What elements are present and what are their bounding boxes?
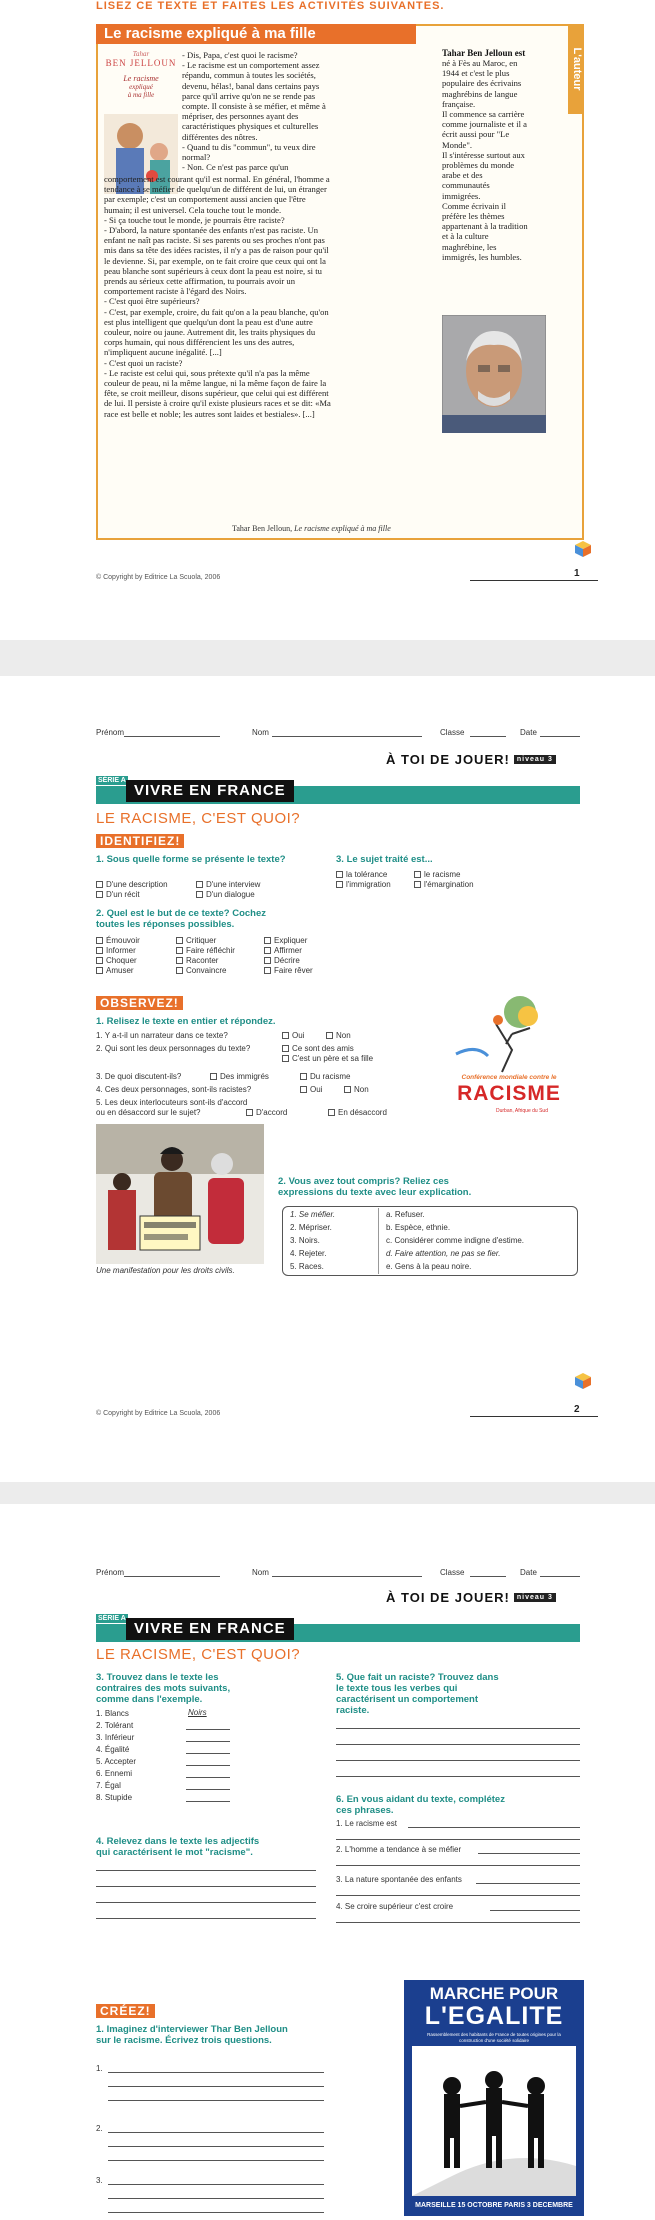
- q2-opt-5[interactable]: Faire réfléchir: [176, 946, 235, 956]
- nom-line[interactable]: [272, 736, 422, 737]
- q4-answer-line-3[interactable]: [96, 1902, 316, 1903]
- q1-text: Sous quelle forme se présente le texte?: [106, 854, 286, 865]
- q2-opt-8[interactable]: Raconter: [176, 956, 218, 966]
- obs-item-5-b[interactable]: En désaccord: [328, 1108, 387, 1118]
- match-right-2[interactable]: b. Espèce, ethnie.: [386, 1223, 451, 1232]
- racisme-poster: [436, 994, 582, 1118]
- q3-opt-2[interactable]: le racisme: [414, 870, 460, 880]
- q5-answer-line-3[interactable]: [336, 1760, 580, 1761]
- obs-item-1-a[interactable]: Oui: [282, 1031, 304, 1041]
- text-line: devenu, hélas!, banal dans certains pays: [182, 80, 320, 91]
- text-line: - C'est quoi être supérieurs?: [104, 296, 200, 307]
- text-line: comportement raciste à l'égard des Noirs.: [104, 286, 247, 297]
- text-line: comportement est courant qu'il est normal. En général, l'homme a: [104, 174, 330, 184]
- top-instruction-banner: LISEZ CE TEXTE ET FAITES LES ACTIVITÉS SUIVANTES.: [96, 0, 445, 12]
- text-line: communautés: [442, 180, 490, 191]
- page-number: 2: [574, 1404, 580, 1415]
- text-column-top: [182, 50, 428, 172]
- q4-line1: Relevez dans le texte les adjectifs: [106, 1836, 260, 1847]
- text-line: - Le racisme est un comportement assez: [182, 60, 320, 71]
- text-line: écrit aussi pour "Le: [442, 129, 510, 140]
- q3-word-3: 3. Inférieur: [96, 1733, 135, 1742]
- obs-q1-num: 1.: [96, 1016, 104, 1027]
- poster-illustration: [436, 994, 582, 1074]
- text-line: mis dans sa tête des idées racistes, il n'y a pas de raison pour qu'il: [104, 245, 329, 256]
- q5-num: 5.: [336, 1672, 344, 1683]
- text-line: immigrés, les humbles.: [442, 251, 522, 262]
- match-right-3[interactable]: c. Considérer comme indigne d'estime.: [386, 1236, 525, 1245]
- text-line: mépriser, des personnes ayant des: [182, 111, 299, 122]
- q5-line4: raciste.: [336, 1705, 370, 1716]
- q3-word-2: 2. Tolérant: [96, 1721, 134, 1730]
- q3-text: Le sujet traité est...: [346, 854, 433, 865]
- match-right-5[interactable]: e. Gens à la peau noire.: [386, 1262, 472, 1271]
- copyright: © Copyright by Editrice La Scuola, 2006: [96, 1410, 221, 1417]
- q3-answer-8[interactable]: [186, 1801, 230, 1802]
- q6-answer-4[interactable]: [490, 1910, 580, 1911]
- q5-line3: caractérisent un comportement: [336, 1694, 479, 1705]
- c1-num: 1.: [96, 2024, 104, 2035]
- obs-q1-question: [96, 1016, 276, 1027]
- marche-title-2: L'EGALITE: [424, 2002, 564, 2030]
- c1-line1: Imaginez d'interviewer Thar Ben Jelloun: [106, 2024, 288, 2035]
- a-toi-label: À TOI DE JOUER!: [386, 752, 510, 767]
- text-line: race est belle et noble; les autres sont laides et bestiales». [...]: [104, 408, 315, 419]
- q6-answer-4b[interactable]: [336, 1922, 580, 1923]
- matching-divider: [378, 1208, 379, 1274]
- q3-line3: comme dans l'exemple.: [96, 1694, 203, 1705]
- obs-item-5-a[interactable]: D'accord: [246, 1108, 287, 1118]
- text-line: couleur de peau, ni la même langue, ni la même façon de faire la: [104, 378, 327, 389]
- page-number-rule: [470, 580, 598, 581]
- page-number-rule: [470, 1416, 598, 1417]
- text-line: fête, se croit meilleur, disons supérieur, que celui qui est différent: [104, 388, 329, 399]
- marche-illustration: [412, 2046, 576, 2196]
- obs-item-1: 1. Y a-t-il un narrateur dans ce texte?: [96, 1031, 228, 1040]
- text-line: Il s'intéresse surtout aux: [442, 149, 525, 160]
- q3-word-5: 5. Accepter: [96, 1757, 137, 1766]
- title-bar: Le racisme expliqué à ma fille: [96, 24, 416, 44]
- q3-answer-2[interactable]: [186, 1729, 230, 1730]
- text-line: caractéristiques physiques et culturelles: [182, 121, 319, 132]
- c1-answer-3b[interactable]: [108, 2198, 324, 2199]
- q3-word-1: 1. Blancs: [96, 1709, 129, 1718]
- obs-q1-text: Relisez le texte en entier et répondez.: [106, 1016, 276, 1027]
- classe-line[interactable]: [470, 1576, 506, 1577]
- q2-question: [96, 908, 356, 930]
- obs-item-5-line2: ou en désaccord sur le sujet?: [96, 1108, 201, 1117]
- text-line: le devienne. Si, par exemple, on te fait croire que ceux qui ont la: [104, 255, 326, 266]
- q3-answer-7[interactable]: [186, 1789, 230, 1790]
- text-line: Comme écrivain il: [442, 200, 506, 211]
- q5-answer-line-2[interactable]: [336, 1744, 580, 1745]
- date-label: Date: [520, 728, 537, 737]
- q2-opt-2[interactable]: Critiquer: [176, 936, 216, 946]
- q3-question: [336, 854, 433, 865]
- niveau-badge: niveau 3: [514, 1593, 556, 1602]
- obs-q2-line2: expressions du texte avec leur explication.: [278, 1187, 472, 1198]
- q3-opt-4[interactable]: l'émargination: [414, 880, 474, 890]
- text-line: par exemple; c'est un comportement aussi ancien que l'être: [104, 194, 306, 205]
- book-cover-title-3: à ma fille: [127, 91, 155, 99]
- text-line: corps humain, qui nous différencient les uns des autres,: [104, 337, 295, 348]
- q6-line1: En vous aidant du texte, complétez: [346, 1794, 505, 1805]
- prenom-line[interactable]: [124, 736, 220, 737]
- match-left-1[interactable]: 1. Se méfier.: [290, 1210, 336, 1219]
- q4-question: [96, 1836, 326, 1858]
- obs-item-3: 3. De quoi discutent-ils?: [96, 1072, 182, 1081]
- q3-answer-4[interactable]: [186, 1753, 230, 1754]
- classe-line[interactable]: [470, 736, 506, 737]
- text-line: couleur, noire ou jaune. Autrement dit, les traits physiques du: [104, 327, 316, 338]
- serie-small: SÉRIE A: [98, 777, 126, 784]
- photo-caption: Une manifestation pour les droits civils.: [96, 1266, 235, 1275]
- c1-answer-2a[interactable]: [108, 2132, 324, 2133]
- bio-text: [442, 58, 566, 262]
- text-line: répandu, commun à toutes les sociétés,: [182, 70, 316, 81]
- text-line: tendance à se méfier de quelqu'un de différent de lui, un étranger: [104, 184, 327, 195]
- c1-answer-3a[interactable]: [108, 2184, 324, 2185]
- page-gap-2: [0, 1482, 655, 1504]
- obs-item-3-a[interactable]: Des immigrés: [210, 1072, 269, 1082]
- q2-num: 2.: [96, 908, 104, 919]
- cube-logo: [574, 1372, 592, 1390]
- q4-num: 4.: [96, 1836, 104, 1847]
- marche-small: Rassemblement des habitants de France de toutes origines pour la construction d'une société solidaire: [427, 2032, 561, 2043]
- c1-item-3: 3.: [96, 2176, 103, 2185]
- obs-q2-line1: Vous avez tout compris? Reliez ces: [288, 1176, 449, 1187]
- obs-item-2-a[interactable]: Ce sont des amis: [282, 1044, 354, 1054]
- text-line: n'impliquent aucune inégalité. [...]: [104, 347, 222, 358]
- match-left-2[interactable]: 2. Mépriser.: [290, 1223, 332, 1232]
- c1-item-2: 2.: [96, 2124, 103, 2133]
- nom-label: Nom: [252, 1568, 269, 1577]
- worksheet-page-1: [0, 0, 655, 640]
- q6-num: 6.: [336, 1794, 344, 1805]
- q3-opt-1[interactable]: la tolérance: [336, 870, 387, 880]
- text-column-body: [104, 174, 430, 419]
- creez-tag: CRÉEZ!: [96, 2004, 155, 2018]
- author-side-tab-label: L'auteur: [571, 47, 583, 91]
- text-line: appartenant à la tradition: [442, 221, 528, 232]
- text-line: de lui. Il persiste à croire qu'il existe plusieurs races et se dit: «Ma: [104, 398, 331, 409]
- c1-answer-2c[interactable]: [108, 2160, 324, 2161]
- q4-answer-line-4[interactable]: [96, 1918, 316, 1919]
- q1-opt-3[interactable]: D'un récit: [96, 890, 140, 900]
- q6-answer-1b[interactable]: [336, 1839, 580, 1840]
- text-line: né à Fès au Maroc, en: [442, 58, 518, 68]
- q3-num: 3.: [96, 1672, 104, 1683]
- poster-top-text: Conférence mondiale contre le: [461, 1074, 557, 1081]
- text-line: prends au sérieux cette affirmation, tu pourrais avoir un: [104, 276, 295, 287]
- obs-q2-question: [278, 1176, 578, 1198]
- page-gap-1: [0, 640, 655, 676]
- q1-opt-2[interactable]: D'une interview: [196, 880, 260, 890]
- text-line: 1944 et c'est le plus: [442, 68, 510, 79]
- q6-item-4: 4. Se croire supérieur c'est croire: [336, 1902, 454, 1911]
- a-toi-label: À TOI DE JOUER!: [386, 1590, 510, 1605]
- date-label: Date: [520, 1568, 537, 1577]
- text-line: préfère les thèmes: [442, 211, 505, 222]
- q2-opt-12[interactable]: Faire rêver: [264, 966, 313, 976]
- identifiez-tag: IDENTIFIEZ!: [96, 834, 184, 848]
- text-line: - C'est quoi un raciste?: [104, 357, 183, 368]
- text-line: Il commence sa carrière: [442, 109, 525, 120]
- q2-line2: toutes les réponses possibles.: [96, 919, 235, 930]
- q4-line2: qui caractérisent le mot "racisme".: [96, 1847, 253, 1858]
- q1-question: [96, 854, 326, 865]
- q2-opt-11[interactable]: Convaincre: [176, 966, 226, 976]
- obs-item-2-b[interactable]: C'est un père et sa fille: [282, 1054, 373, 1064]
- c1-answer-1a[interactable]: [108, 2072, 324, 2073]
- q2-opt-4[interactable]: Informer: [96, 946, 136, 956]
- c1-answer-3c[interactable]: [108, 2212, 324, 2213]
- prenom-label: Prénom: [96, 1568, 125, 1577]
- poster-sub: Durban, Afrique du Sud: [496, 1108, 548, 1114]
- obs-q2-num: 2.: [278, 1176, 286, 1187]
- date-line[interactable]: [540, 736, 580, 737]
- niveau-badge: niveau 3: [514, 755, 556, 764]
- page-number: 1: [574, 568, 580, 579]
- text-line: populaire des écrivains: [442, 78, 522, 89]
- q5-line2: le texte tous les verbes qui: [336, 1683, 458, 1694]
- q1-num: 1.: [96, 854, 104, 865]
- match-right-4[interactable]: d. Faire attention, ne pas se fier.: [386, 1249, 501, 1258]
- q2-opt-10[interactable]: Amuser: [96, 966, 134, 976]
- subtitle: LE RACISME, C'EST QUOI?: [96, 1646, 301, 1663]
- q3-line2: contraires des mots suivants,: [96, 1683, 231, 1694]
- citation-title: Le racisme expliqué à ma fille: [294, 524, 391, 533]
- text-line: problèmes du monde: [442, 160, 515, 171]
- text-line: et à la culture: [442, 231, 489, 242]
- poster-title: RACISME: [457, 1082, 561, 1105]
- a-toi-de-jouer: [386, 1590, 556, 1605]
- q3-num: 3.: [336, 854, 344, 865]
- text-line: immigrées.: [442, 190, 481, 201]
- q3-word-7: 7. Égal: [96, 1781, 121, 1790]
- q6-answer-2b[interactable]: [336, 1865, 580, 1866]
- q6-answer-2[interactable]: [478, 1853, 580, 1854]
- book-cover-author: BEN JELLOUN: [105, 58, 177, 68]
- copyright: © Copyright by Editrice La Scuola, 2006: [96, 574, 221, 581]
- subtitle: LE RACISME, C'EST QUOI?: [96, 810, 301, 827]
- q2-opt-9[interactable]: Décrire: [264, 956, 300, 966]
- serie-title: VIVRE EN FRANCE: [126, 1618, 294, 1640]
- marche-bottom: MARSEILLE 15 OCTOBRE PARIS 3 DECEMBRE: [415, 2202, 573, 2209]
- text-line: - Dis, Papa, c'est quoi le racisme?: [182, 50, 298, 60]
- prenom-label: Prénom: [96, 728, 125, 737]
- text-line: comme journaliste et il a: [442, 119, 527, 130]
- q3-word-8: 8. Stupide: [96, 1793, 133, 1802]
- bio-title: Tahar Ben Jelloun est: [442, 48, 526, 58]
- match-left-4[interactable]: 4. Rejeter.: [290, 1249, 327, 1258]
- serie-small: SÉRIE A: [98, 1615, 126, 1622]
- q6-item-1: 1. Le racisme est: [336, 1819, 397, 1828]
- author-photo: [442, 315, 546, 433]
- obs-item-4: 4. Ces deux personnages, sont-ils racistes?: [96, 1085, 252, 1094]
- obs-item-2: 2. Qui sont les deux personnages du texte?: [96, 1044, 251, 1053]
- nom-line[interactable]: [272, 1576, 422, 1577]
- text-line: - D'abord, la nature spontanée des enfants n'est pas raciste. Un: [104, 225, 319, 236]
- classe-label: Classe: [440, 728, 465, 737]
- q2-opt-1[interactable]: Émouvoir: [96, 936, 140, 946]
- text-line: - Si ça touche tout le monde, je pourrais être raciste?: [104, 214, 285, 225]
- q2-opt-3[interactable]: Expliquer: [264, 936, 307, 946]
- text-line: humain; il est universel. Cela touche tout le monde.: [104, 204, 282, 215]
- q3-opt-3[interactable]: l'immigration: [336, 880, 391, 890]
- text-line: - Le raciste est celui qui, sous prétexte qu'il n'a pas la même: [104, 367, 310, 378]
- text-line: normal?: [182, 152, 211, 163]
- text-line: différentes des nôtres.: [182, 131, 258, 142]
- q6-line2: ces phrases.: [336, 1805, 394, 1816]
- worksheet-page-3: [0, 1504, 655, 2220]
- q5-question: [336, 1672, 580, 1716]
- text-line: enfant ne naît pas raciste. Si ses parents ou ses proches n'ont pas: [104, 235, 325, 246]
- marche-poster: [404, 1980, 584, 2216]
- q3-answer-6[interactable]: [186, 1777, 230, 1778]
- book-cover-author-small: Tahar: [132, 50, 150, 58]
- q3-line1: Trouvez dans le texte les: [106, 1672, 219, 1683]
- q4-answer-line-1[interactable]: [96, 1870, 316, 1871]
- marche-title-1: MARCHE POUR: [429, 1984, 559, 2003]
- obs-item-3-b[interactable]: Du racisme: [300, 1072, 350, 1082]
- observez-tag: OBSERVEZ!: [96, 996, 183, 1010]
- civil-rights-photo: [96, 1124, 264, 1264]
- match-left-5[interactable]: 5. Races.: [290, 1262, 324, 1271]
- text-line: est plus intelligent que quelqu'un dont la peau est d'une autre: [104, 316, 313, 327]
- q3-question: [96, 1672, 326, 1705]
- a-toi-de-jouer: [386, 752, 556, 767]
- classe-label: Classe: [440, 1568, 465, 1577]
- q1-opt-1[interactable]: D'une description: [96, 880, 168, 890]
- match-right-1[interactable]: a. Refuser.: [386, 1210, 425, 1219]
- c1-answer-2b[interactable]: [108, 2146, 324, 2147]
- nom-label: Nom: [252, 728, 269, 737]
- text-line: - Quand tu dis "commun", tu veux dire: [182, 141, 316, 152]
- q6-item-3: 3. La nature spontanée des enfants: [336, 1875, 462, 1884]
- q3-example: Noirs: [188, 1708, 207, 1717]
- text-line: arabe et des: [442, 170, 483, 181]
- text-line: peau blanche sont supérieurs à ceux dont la peau est noire, si tu: [104, 265, 322, 276]
- q6-answer-3b[interactable]: [336, 1895, 580, 1896]
- q1-opt-4[interactable]: D'un dialogue: [196, 890, 255, 900]
- text-line: maghrébins de langue: [442, 88, 518, 99]
- text-line: - Non. Ce n'est pas parce qu'un: [182, 162, 289, 173]
- citation: [232, 524, 391, 533]
- match-left-3[interactable]: 3. Noirs.: [290, 1236, 320, 1245]
- q6-answer-3[interactable]: [476, 1883, 580, 1884]
- worksheet-page-2: [0, 676, 655, 1482]
- c1-answer-1b[interactable]: [108, 2086, 324, 2087]
- serie-title: VIVRE EN FRANCE: [126, 780, 294, 802]
- q5-line1: Que fait un raciste? Trouvez dans: [346, 1672, 499, 1683]
- citation-author: Tahar Ben Jelloun,: [232, 524, 295, 533]
- q3-answer-3[interactable]: [186, 1741, 230, 1742]
- q5-answer-line-1[interactable]: [336, 1728, 580, 1729]
- text-line: maghrébine, les: [442, 241, 497, 252]
- q3-word-6: 6. Ennemi: [96, 1769, 133, 1778]
- c1-answer-1c[interactable]: [108, 2100, 324, 2101]
- obs-item-1-b[interactable]: Non: [326, 1031, 351, 1041]
- obs-item-4-b[interactable]: Non: [344, 1085, 369, 1095]
- q6-item-2: 2. L'homme a tendance à se méfier: [336, 1845, 462, 1854]
- c1-line2: sur le racisme. Écrivez trois questions.: [96, 2035, 272, 2046]
- q5-answer-line-4[interactable]: [336, 1776, 580, 1777]
- obs-item-4-a[interactable]: Oui: [300, 1085, 322, 1095]
- book-cover-title-1: Le racisme: [123, 74, 159, 83]
- q2-line1: Quel est le but de ce texte? Cochez: [106, 908, 267, 919]
- book-cover-title-2: expliqué: [129, 83, 153, 91]
- c1-item-1: 1.: [96, 2064, 103, 2073]
- c1-question: [96, 2024, 396, 2046]
- q4-answer-line-2[interactable]: [96, 1886, 316, 1887]
- q2-opt-6[interactable]: Affirmer: [264, 946, 302, 956]
- text-line: - C'est, par exemple, croire, du fait qu'on a la peau blanche, qu'on: [104, 306, 329, 317]
- q6-answer-1[interactable]: [408, 1827, 580, 1828]
- text-line: compte. Il consiste à se méfier, et même à: [182, 101, 326, 112]
- q6-question: [336, 1794, 580, 1816]
- q3-word-4: 4. Égalité: [96, 1745, 130, 1754]
- obs-item-5: 5. Les deux interlocuteurs sont-ils d'accord: [96, 1098, 248, 1107]
- date-line[interactable]: [540, 1576, 580, 1577]
- prenom-line[interactable]: [124, 1576, 220, 1577]
- q2-opt-7[interactable]: Choquer: [96, 956, 137, 966]
- cube-logo: [574, 540, 592, 558]
- q3-answer-5[interactable]: [186, 1765, 230, 1766]
- text-line: parce qu'il arrive qu'on ne se rende pas: [182, 90, 316, 101]
- text-line: Monde".: [442, 139, 473, 150]
- text-line: française.: [442, 98, 476, 109]
